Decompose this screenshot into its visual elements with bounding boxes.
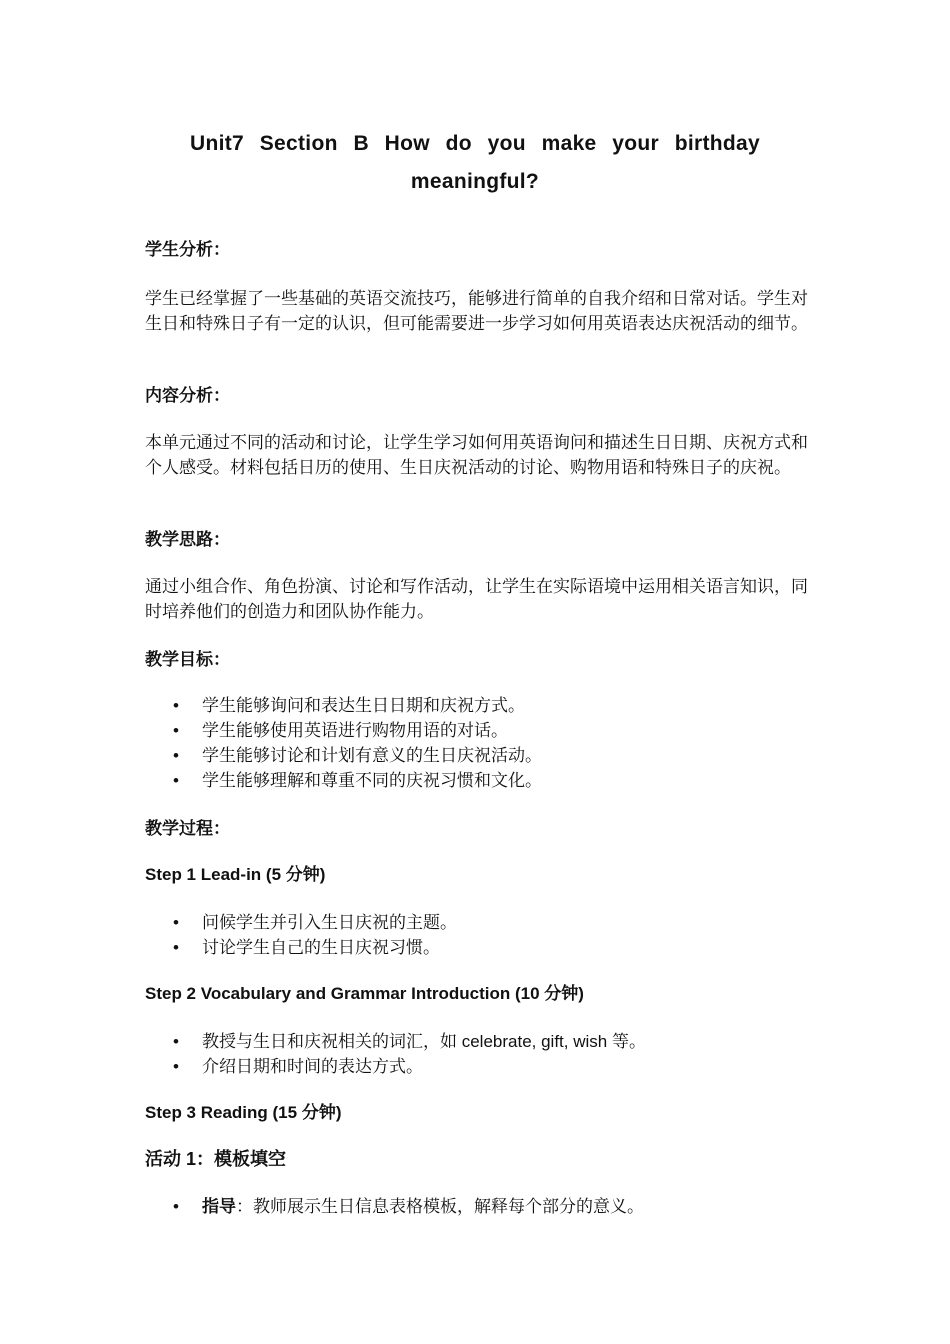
- bullet-icon: •: [173, 938, 179, 957]
- bullet-icon: •: [173, 1197, 179, 1216]
- content-analysis-text: 本单元通过不同的活动和讨论，让学生学习如何用英语询问和描述生日日期、庆祝方式和个人感受。材料包括日历的使用、生日庆祝活动的讨论、购物用语和特殊日子的庆祝。: [145, 433, 808, 477]
- bullet-icon: •: [173, 746, 179, 765]
- list-item: • 学生能够询问和表达生日日期和庆祝方式。: [145, 693, 815, 718]
- instruction-label: 指导: [202, 1197, 236, 1216]
- list-item: • 问候学生并引入生日庆祝的主题。: [145, 910, 815, 935]
- list-item: • 学生能够理解和尊重不同的庆祝习惯和文化。: [145, 768, 815, 793]
- content-analysis-heading: 内容分析：: [145, 386, 230, 405]
- step1-list: [145, 910, 815, 960]
- step1-heading: Step 1 Lead-in (5 分钟): [145, 865, 326, 884]
- student-analysis-heading: 学生分析：: [145, 240, 230, 259]
- list-item: • 介绍日期和时间的表达方式。: [145, 1054, 815, 1079]
- activity1-heading: 活动 1：模板填空: [145, 1149, 287, 1169]
- bullet-icon: •: [173, 1032, 179, 1051]
- teaching-goals-heading: 教学目标：: [145, 650, 230, 669]
- teaching-idea-text: 通过小组合作、角色扮演、讨论和写作活动，让学生在实际语境中运用相关语言知识，同时培养他们的创造力和团队协作能力。: [145, 577, 808, 621]
- bullet-icon: •: [173, 721, 179, 740]
- instruction-text: ：教师展示生日信息表格模板，解释每个部分的意义。: [236, 1197, 644, 1216]
- bullet-icon: •: [173, 696, 179, 715]
- teaching-process-heading: 教学过程：: [145, 819, 230, 838]
- list-item: [145, 1194, 815, 1219]
- activity1-list: [145, 1194, 815, 1219]
- step3-heading: Step 3 Reading (15 分钟): [145, 1103, 342, 1122]
- list-item: • 学生能够讨论和计划有意义的生日庆祝活动。: [145, 743, 815, 768]
- bullet-icon: •: [173, 913, 179, 932]
- bullet-icon: •: [173, 1057, 179, 1076]
- teaching-goals-list: [145, 693, 815, 793]
- bullet-icon: •: [173, 771, 179, 790]
- teaching-idea-heading: 教学思路：: [145, 530, 230, 549]
- list-item: • 教授与生日和庆祝相关的词汇，如 celebrate, gift, wish 等。: [145, 1029, 815, 1054]
- student-analysis-text: 学生已经掌握了一些基础的英语交流技巧，能够进行简单的自我介绍和日常对话。学生对生日和特殊日子有一定的认识，但可能需要进一步学习如何用英语表达庆祝活动的细节。: [145, 289, 808, 333]
- step2-list: [145, 1029, 815, 1079]
- list-item: • 学生能够使用英语进行购物用语的对话。: [145, 718, 815, 743]
- document-title: Unit7 Section B How do you make your birthday meaningful?: [190, 132, 760, 193]
- step2-heading: Step 2 Vocabulary and Grammar Introduction (10 分钟): [145, 984, 584, 1003]
- list-item: • 讨论学生自己的生日庆祝习惯。: [145, 935, 815, 960]
